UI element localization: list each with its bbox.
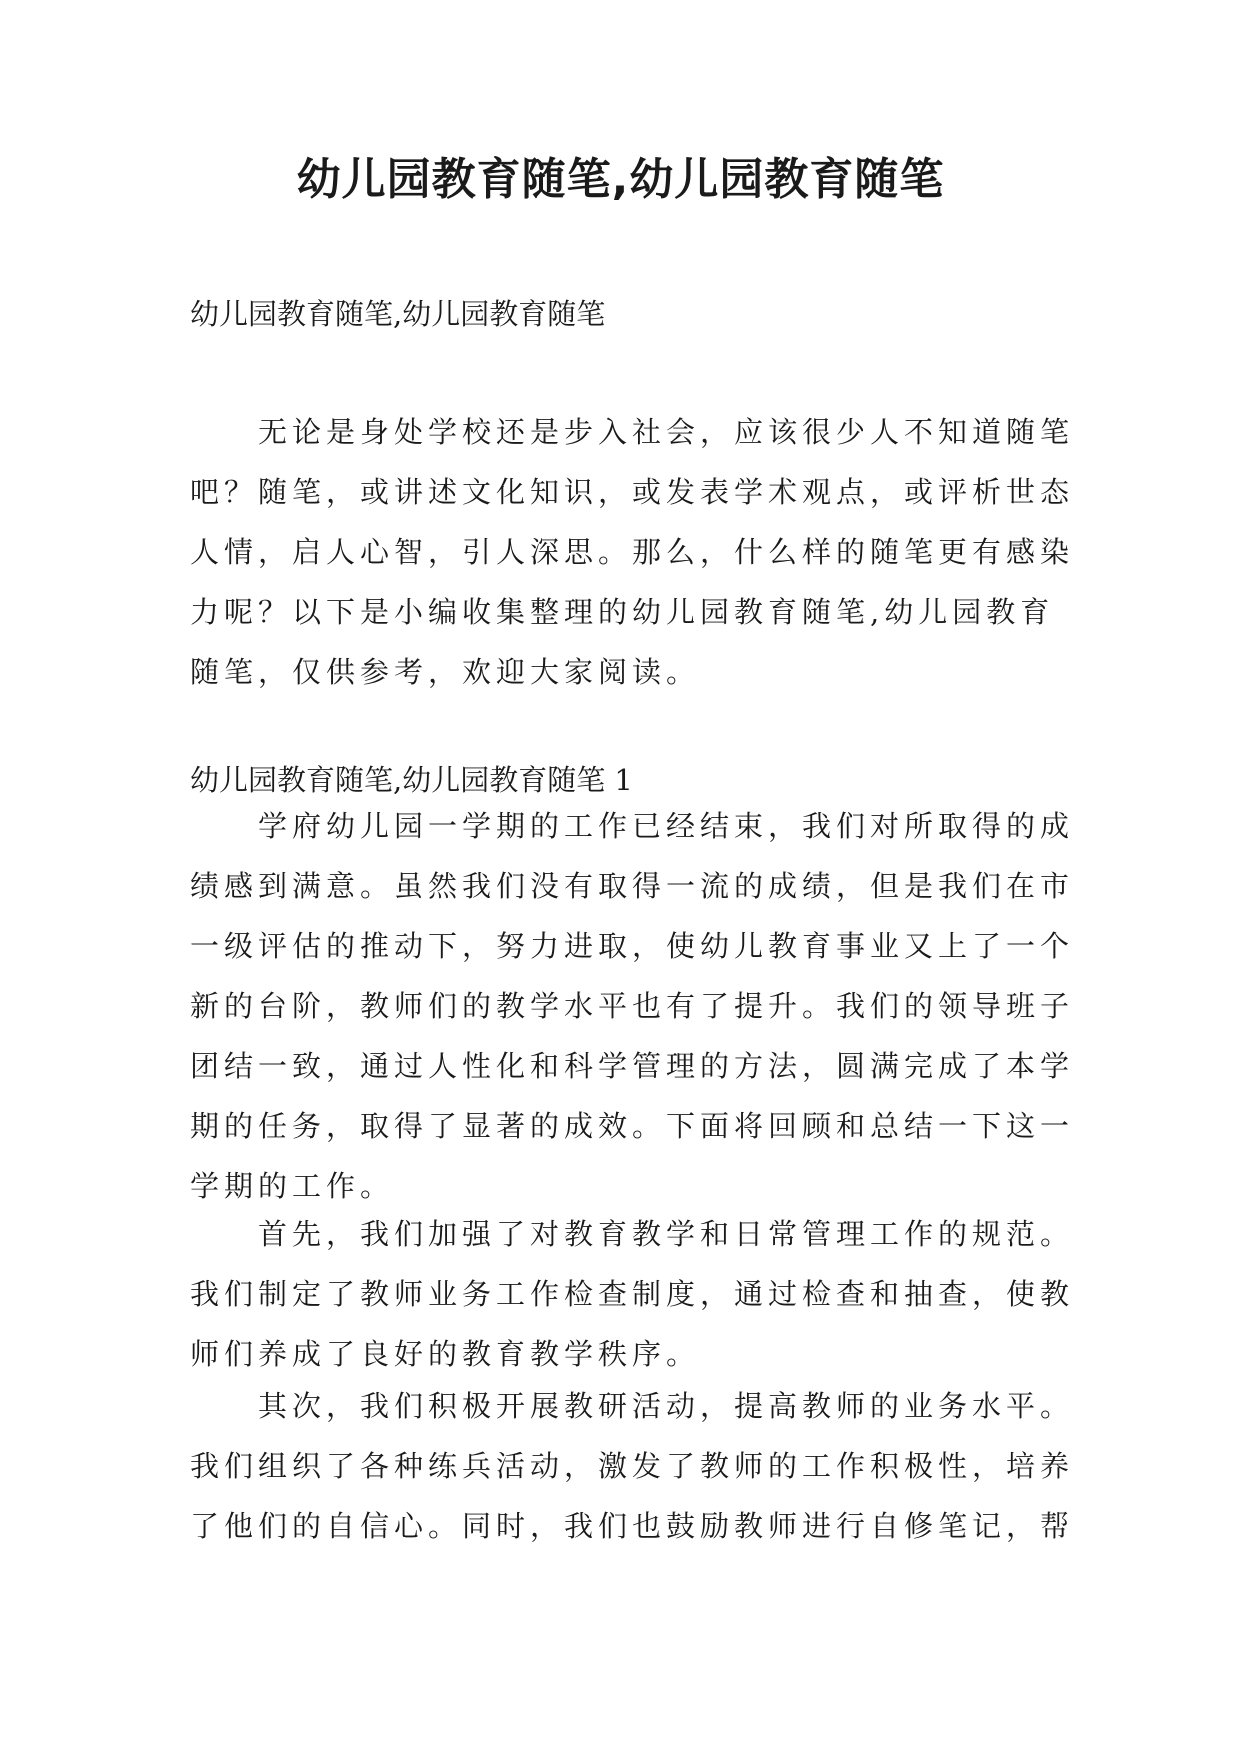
- body-paragraph-3: [190, 1376, 1075, 1556]
- paragraph-line: 其次，我们积极开展教研活动，提高教师的业务水平。: [258, 1389, 1075, 1423]
- paragraph-line: 人情，启人心智，引人深思。那么，什么样的随笔更有感染: [190, 535, 1075, 569]
- paragraph-line: 首先，我们加强了对教育教学和日常管理工作的规范。: [258, 1217, 1075, 1251]
- body-paragraph-2: [190, 1204, 1075, 1384]
- section-heading: 幼儿园教育随笔,幼儿园教育随笔 1: [190, 763, 633, 797]
- paragraph-line: 我们制定了教师业务工作检查制度，通过检查和抽查，使教: [190, 1277, 1075, 1311]
- paragraph-line: 随笔，仅供参考，欢迎大家阅读。: [190, 655, 701, 689]
- paragraph-line: 无论是身处学校还是步入社会，应该很少人不知道随笔: [258, 415, 1075, 449]
- paragraph-line: 一级评估的推动下，努力进取，使幼儿教育事业又上了一个: [190, 929, 1075, 963]
- document-subtitle: 幼儿园教育随笔,幼儿园教育随笔: [190, 297, 606, 331]
- paragraph-line: 学府幼儿园一学期的工作已经结束，我们对所取得的成: [258, 809, 1075, 843]
- paragraph-line: 学期的工作。: [190, 1169, 395, 1203]
- paragraph-line: 期的任务，取得了显著的成效。下面将回顾和总结一下这一: [190, 1109, 1075, 1143]
- paragraph-line: 绩感到满意。虽然我们没有取得一流的成绩，但是我们在市: [190, 869, 1075, 903]
- paragraph-line: 新的台阶，教师们的教学水平也有了提升。我们的领导班子: [190, 989, 1075, 1023]
- paragraph-line: 师们养成了良好的教育教学秩序。: [190, 1337, 701, 1371]
- paragraph-line: 团结一致，通过人性化和科学管理的方法，圆满完成了本学: [190, 1049, 1075, 1083]
- document-title: 幼儿园教育随笔,幼儿园教育随笔: [296, 154, 945, 205]
- paragraph-line: 吧？随笔，或讲述文化知识，或发表学术观点，或评析世态: [190, 475, 1075, 509]
- paragraph-line: 了他们的自信心。同时，我们也鼓励教师进行自修笔记，帮: [190, 1509, 1075, 1543]
- intro-paragraph: [190, 402, 1075, 702]
- body-paragraph-1: [190, 796, 1075, 1216]
- paragraph-line: 力呢？以下是小编收集整理的幼儿园教育随笔,幼儿园教育: [190, 595, 1055, 629]
- paragraph-line: 我们组织了各种练兵活动，激发了教师的工作积极性，培养: [190, 1449, 1075, 1483]
